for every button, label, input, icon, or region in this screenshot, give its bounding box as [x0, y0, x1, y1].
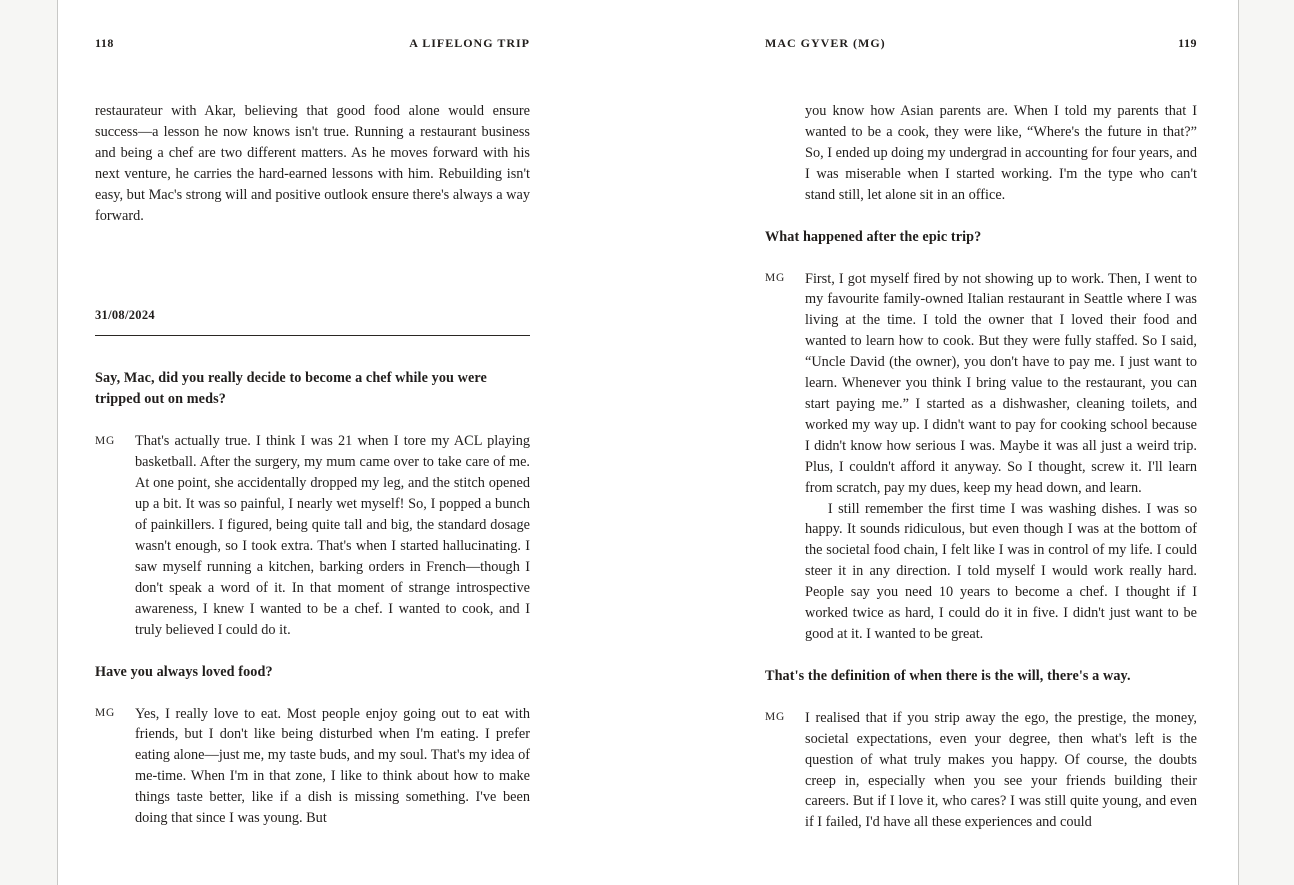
interview-answer-1 [765, 269, 1197, 645]
interview-answer-1 [95, 431, 530, 640]
running-head-title-right: MAC GYVER (MG) [765, 36, 886, 50]
page-number-left: 118 [95, 36, 114, 50]
speaker-label: MG [765, 272, 786, 285]
interview-answer-2 [95, 704, 530, 829]
running-header-left [95, 36, 530, 51]
answer-body [805, 708, 1197, 833]
page-right [648, 0, 1238, 885]
answer-text-paragraph-2: I still remember the first time I was washing dishes. I was so happy. It sounds ridiculous, but even though I was at the bottom of the societal food chain, I felt like I was in control of my life. I could steer it in any direction. I told myself I would work really hard. People say you need 10 years to become a chef. I thought if I worked twice as hard, I could do it in five. I didn't just want to be good at it. I wanted to be great. [805, 500, 1197, 642]
book-spread [58, 0, 1238, 885]
page-margin-right [1238, 0, 1294, 885]
page-left [58, 0, 648, 885]
interview-question-1: What happened after the epic trip? [765, 228, 982, 245]
interview-question-2: Have you always loved food? [95, 663, 273, 680]
running-header-right [765, 36, 1197, 51]
entry-date: 31/08/2024 [95, 308, 155, 323]
answer-text: First, I got myself fired by not showing up to work. Then, I went to my favourite family-owned Italian restaurant in Seattle where I was living at the time. I told the owner that I loved their food and wanted to learn how to cook. But they were fully staffed. So I said, “Uncle David (the owner), you don't have to pay me. I just want to learn. Whenever you think I bring value to the restaurant, you can start paying me.” I started as a dishwasher, cleaning toilets, and worked my way up. I didn't want to pay for cooking school because I didn't know how serious I was. Maybe it was all just a weird trip. Plus, I couldn't afford it anyway. So I thought, screw it. I'll learn from scratch, pay my dues, keep my head down, and learn. [805, 270, 1197, 496]
page-margin-left [0, 0, 58, 885]
interview-answer-2 [765, 708, 1197, 833]
answer-text: That's actually true. I think I was 21 when I tore my ACL playing basketball. After the surgery, my mum came over to take care of me. At one point, she accidentally dropped my leg, and the stitch opened up a bit. It was so painful, I nearly wet myself! So, I popped a bunch of painkillers. I figured, being quite tall and big, the standard dosage wasn't enough, so I took extra. That's when I started hallucinating. I saw myself running a kitchen, barking orders in French—though I don't speak a word of it. In that moment of strange introspective awareness, I knew I wanted to be a chef. I wanted to cook, and I truly believed I could do it. [135, 433, 530, 638]
answer-body [135, 431, 530, 640]
answer-body [805, 269, 1197, 645]
interview-question-1: Say, Mac, did you really decide to become a chef while you were tripped out on meds? [95, 370, 487, 408]
entry-date-block [95, 308, 530, 336]
speaker-label: MG [765, 711, 786, 724]
answer-text: I realised that if you strip away the ego, the prestige, the money, societal expectations, even your degree, then what's left is the question of what truly makes you happy. Of course, the doubts creep in, especially when you see your friends building their careers. But if I love it, who cares? I was still quite young, and even if I failed, I'd have all these experiences and could [805, 709, 1197, 831]
section-rule [95, 335, 530, 336]
interview-question-2: That's the definition of when there is the will, there's a way. [765, 667, 1131, 684]
running-head-title-left: A LIFELONG TRIP [409, 36, 530, 50]
answer-body [135, 704, 530, 829]
page-number-right: 119 [1178, 36, 1197, 50]
speaker-label: MG [95, 707, 116, 719]
speaker-label: MG [95, 434, 116, 447]
intro-paragraph: restaurateur with Akar, believing that good food alone would ensure success—a lesson he now knows isn't true. Running a restaurant business and being a chef are two different matters. As he moves forward with his next venture, he carries the hard-earned lessons with him. Rebuilding isn't easy, but Mac's strong will and positive outlook ensure there's always a way forward. [95, 103, 530, 224]
answer-continuation: you know how Asian parents are. When I told my parents that I wanted to be a cook, they were like, “Where's the future in that?” So, I ended up doing my undergrad in accounting for four years, and I was miserable when I started working. I'm the type who can't stand still, let alone sit in an office. [805, 103, 1198, 203]
answer-text: Yes, I really love to eat. Most people enjoy going out to eat with friends, but I don't like being disturbed when I'm eating. I prefer eating alone—just me, my taste buds, and my soul. That's my idea of me-time. When I'm in that zone, I like to think about how to make things taste better, like if a dish is missing something. I've been doing that since I was young. But [135, 705, 530, 827]
